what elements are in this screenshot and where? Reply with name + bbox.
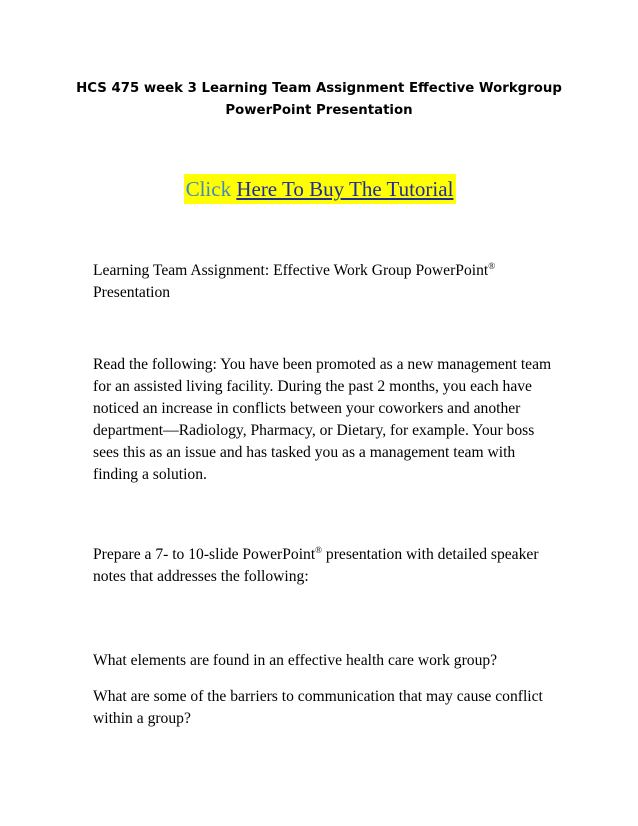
buy-tutorial-banner bbox=[0, 174, 638, 204]
registered-mark: ® bbox=[488, 260, 496, 271]
document-title bbox=[60, 78, 578, 122]
highlighted-cta bbox=[184, 174, 457, 204]
title-line-2: PowerPoint Presentation bbox=[225, 103, 413, 118]
subtitle-text: Learning Team Assignment: Effective Work Group PowerPoint bbox=[93, 262, 489, 279]
scenario-paragraph: Read the following: You have been promoted as a new management team for an assisted living facility. During the past 2 months, you each have noticed an increase in conflicts between your coworkers and another department—Radiology, Pharmacy, or Dietary, for example. Your boss sees this as an issue and has tasked you as a management team with finding a solution. bbox=[93, 356, 552, 483]
question-1: What elements are found in an effective health care work group? bbox=[93, 652, 498, 669]
buy-tutorial-link[interactable]: Here To Buy The Tutorial bbox=[236, 177, 454, 201]
prepare-text-continued: presentation with detailed speaker notes that addresses the following: bbox=[93, 546, 539, 585]
title-line-1: HCS 475 week 3 Learning Team Assignment Effective Workgroup bbox=[76, 81, 562, 96]
question-2: What are some of the barriers to communication that may cause conflict within a group? bbox=[93, 688, 543, 727]
prepare-text: Prepare a 7- to 10-slide PowerPoint bbox=[93, 546, 316, 563]
prepare-paragraph bbox=[93, 544, 563, 588]
subtitle-text-continued: Presentation bbox=[93, 284, 171, 301]
registered-mark: ® bbox=[315, 544, 323, 555]
assignment-subtitle bbox=[93, 260, 563, 304]
click-text: Click bbox=[185, 177, 232, 201]
